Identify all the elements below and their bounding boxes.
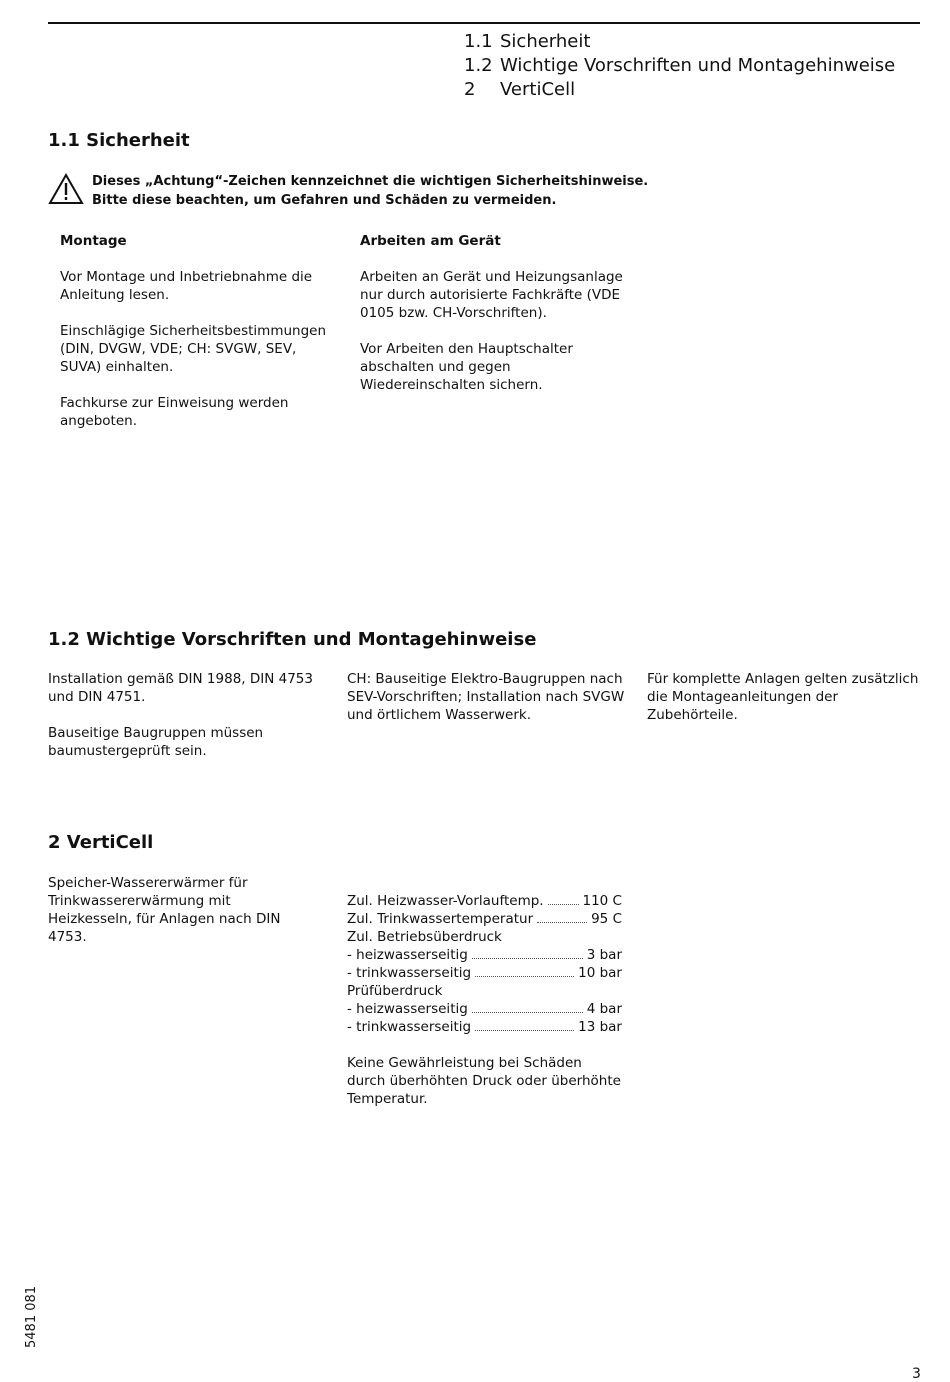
warning-text: Dieses „Achtung“-Zeichen kennzeichnet die wichtigen Sicherheitshinweise. Bitte diese beachten, um Gefahren und Schäden zu vermeiden. [92, 174, 649, 208]
montage-title: Montage [60, 233, 127, 249]
spec-label: - heizwasserseitig [347, 1001, 468, 1017]
spec-label: - trinkwasserseitig [347, 1019, 472, 1035]
top-rule [48, 22, 920, 24]
spec-label: Prüfüberdruck [347, 983, 443, 999]
spec-label: - heizwasserseitig [347, 947, 468, 963]
spec-row [347, 892, 622, 910]
spec-label: Zul. Betriebsüberdruck [347, 929, 502, 945]
toc-title: Wichtige Vorschriften und Montagehinweise [500, 55, 896, 76]
spec-label: Zul. Trinkwassertemperatur [347, 911, 534, 927]
vorschriften-col3: Für komplette Anlagen gelten zusätzlich die Montageanleitungen der Zubehörteile. [647, 671, 919, 723]
toc-entry [464, 78, 895, 102]
geraet-title: Arbeiten am Gerät [360, 233, 501, 249]
section-toc [464, 30, 895, 102]
spec-value: 4 bar [586, 1001, 622, 1017]
spec-value: 3 bar [586, 947, 622, 963]
spec-leader-dots [475, 1030, 574, 1031]
vorschriften-col2: CH: Bauseitige Elektro-Baugruppen nach SEV-Vorschriften; Installation nach SVGW und örtlichem Wasserwerk. [347, 671, 625, 723]
section-heading-verticell: 2 VertiCell [48, 832, 154, 853]
toc-number: 2 [464, 79, 476, 100]
spec-row [347, 964, 622, 982]
spec-label: Zul. Heizwasser-Vorlauftemp. [347, 893, 544, 909]
geraet-text: Arbeiten an Gerät und Heizungsanlage nur durch autorisierte Fachkräfte (VDE 0105 bzw. CH-Vorschriften). Vor Arbeiten den Hauptschalter abschalten und gegen Wiedereinschalten sichern. [360, 269, 623, 393]
spec-leader-dots [475, 976, 574, 977]
spec-value: 95 C [591, 911, 622, 927]
toc-title: Sicherheit [500, 31, 591, 52]
toc-entry [464, 30, 895, 54]
spec-leader-dots [472, 1012, 583, 1013]
toc-entry [464, 54, 895, 78]
section-heading-vorschriften: 1.2 Wichtige Vorschriften und Montagehinweise [48, 629, 537, 650]
vorschriften-col1: Installation gemäß DIN 1988, DIN 4753 und DIN 4751. Bauseitige Baugruppen müssen baumustergeprüft sein. [48, 671, 313, 759]
toc-number: 1.1 [464, 31, 493, 52]
spec-value: 10 bar [578, 965, 622, 981]
warning-triangle-icon [48, 173, 84, 205]
spec-value: 110 C [582, 893, 622, 909]
spec-leader-dots [472, 958, 583, 959]
spec-row [347, 1018, 622, 1036]
verticell-intro: Speicher-Wassererwärmer für Trinkwassererwärmung mit Heizkesseln, für Anlagen nach DIN 4753. [48, 875, 281, 945]
document-number: 5481 081 [24, 1285, 39, 1348]
montage-text: Vor Montage und Inbetriebnahme die Anleitung lesen. Einschlägige Sicherheitsbestimmungen (DIN, DVGW, VDE; CH: SVGW, SEV, SUVA) einhalten. Fachkurse zur Einweisung werden angeboten. [60, 269, 327, 429]
verticell-note: Keine Gewährleistung bei Schäden durch überhöhten Druck oder überhöhte Temperatur. [347, 1055, 621, 1107]
spec-row [347, 982, 622, 1000]
spec-row [347, 1000, 622, 1018]
spec-row [347, 928, 622, 946]
spec-label: - trinkwasserseitig [347, 965, 472, 981]
spec-leader-dots [548, 904, 579, 905]
toc-title: VertiCell [500, 79, 576, 100]
spec-row [347, 910, 622, 928]
toc-number: 1.2 [464, 55, 493, 76]
spec-leader-dots [537, 922, 587, 923]
section-heading-sicherheit: 1.1 Sicherheit [48, 130, 190, 151]
spec-row [347, 946, 622, 964]
spec-value: 13 bar [578, 1019, 622, 1035]
page-number: 3 [912, 1366, 921, 1382]
spec-table [347, 892, 622, 1036]
